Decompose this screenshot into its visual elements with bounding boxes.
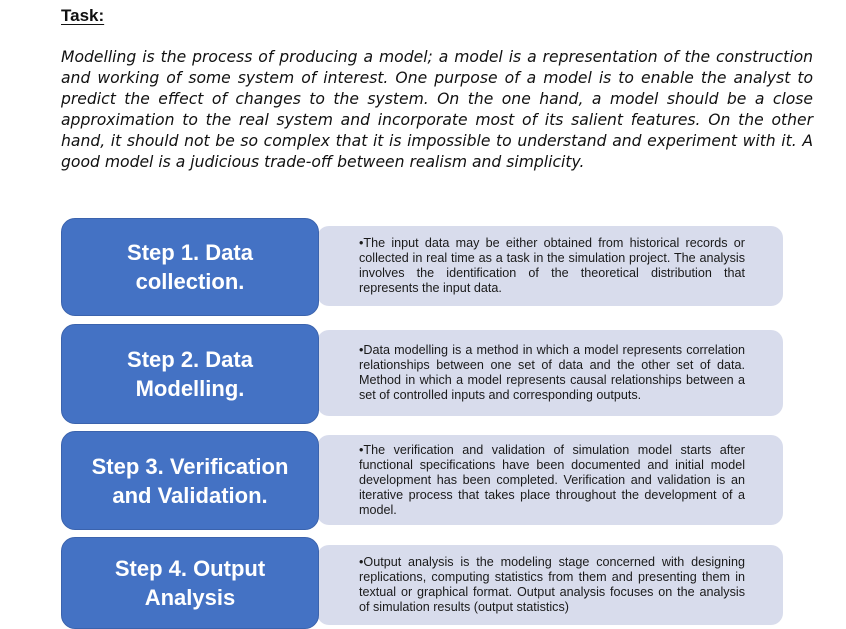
step-1-title-line2: collection.	[135, 269, 245, 294]
step-1-description: •The input data may be either obtained from historical records or collected in real time as a task in the simulation project. The analysis involves the identification of the theoretical distribution that represents the input data.	[359, 236, 745, 295]
step-3-title	[92, 452, 289, 510]
step-3-title-box	[61, 431, 319, 530]
step-3-title-line1: Step 3. Verification	[91, 453, 289, 479]
step-2-title	[127, 345, 253, 403]
step-4-title-line1: Step 4. Output	[114, 556, 266, 581]
step-2-title-line2: Modelling.	[135, 376, 245, 401]
step-3	[61, 431, 783, 530]
step-2-title-line1: Step 2. Data	[127, 347, 253, 372]
task-heading: Task:	[61, 6, 105, 25]
step-2	[61, 324, 783, 424]
step-1-description-panel	[317, 226, 783, 306]
step-4	[61, 537, 783, 629]
step-1-title	[127, 238, 253, 296]
step-3-description: •The verification and validation of simulation model starts after functional specifications have been documented and initial model development has been completed. Verification and validation is an iterative process that takes place throughout the development of a model.	[359, 442, 745, 517]
step-3-title-line2: and Validation.	[112, 482, 268, 508]
step-2-description: •Data modelling is a method in which a model represents correlation relationships between one set of data and the other set of data. Method in which a model represents causal relationships between a set of controlled inputs and corresponding outputs.	[359, 343, 745, 402]
step-4-title-line2: Analysis	[144, 585, 236, 610]
step-4-title	[115, 554, 265, 612]
task-paragraph: Modelling is the process of producing a model; a model is a representation of the construction and working of some system of interest. One purpose of a model is to enable the analyst to predict the effect of changes to the system. On the one hand, a model should be a close approximation to the real system and incorporate most of its salient features. On the other hand, it should not be so complex that it is impossible to understand and experiment with it. A good model is a judicious trade-off between realism and simplicity.	[61, 48, 813, 171]
step-4-description: •Output analysis is the modeling stage concerned with designing replications, computing statistics from them and presenting them in textual or graphical format. Output analysis focuses on the analysis of simulation results (output statistics)	[359, 555, 745, 614]
step-3-description-panel	[317, 435, 783, 525]
step-1-title-box	[61, 218, 319, 316]
step-2-title-box	[61, 324, 319, 424]
step-1-title-line1: Step 1. Data	[127, 240, 253, 265]
step-1	[61, 218, 783, 316]
step-2-description-panel	[317, 330, 783, 416]
step-4-title-box	[61, 537, 319, 629]
step-4-description-panel	[317, 545, 783, 625]
